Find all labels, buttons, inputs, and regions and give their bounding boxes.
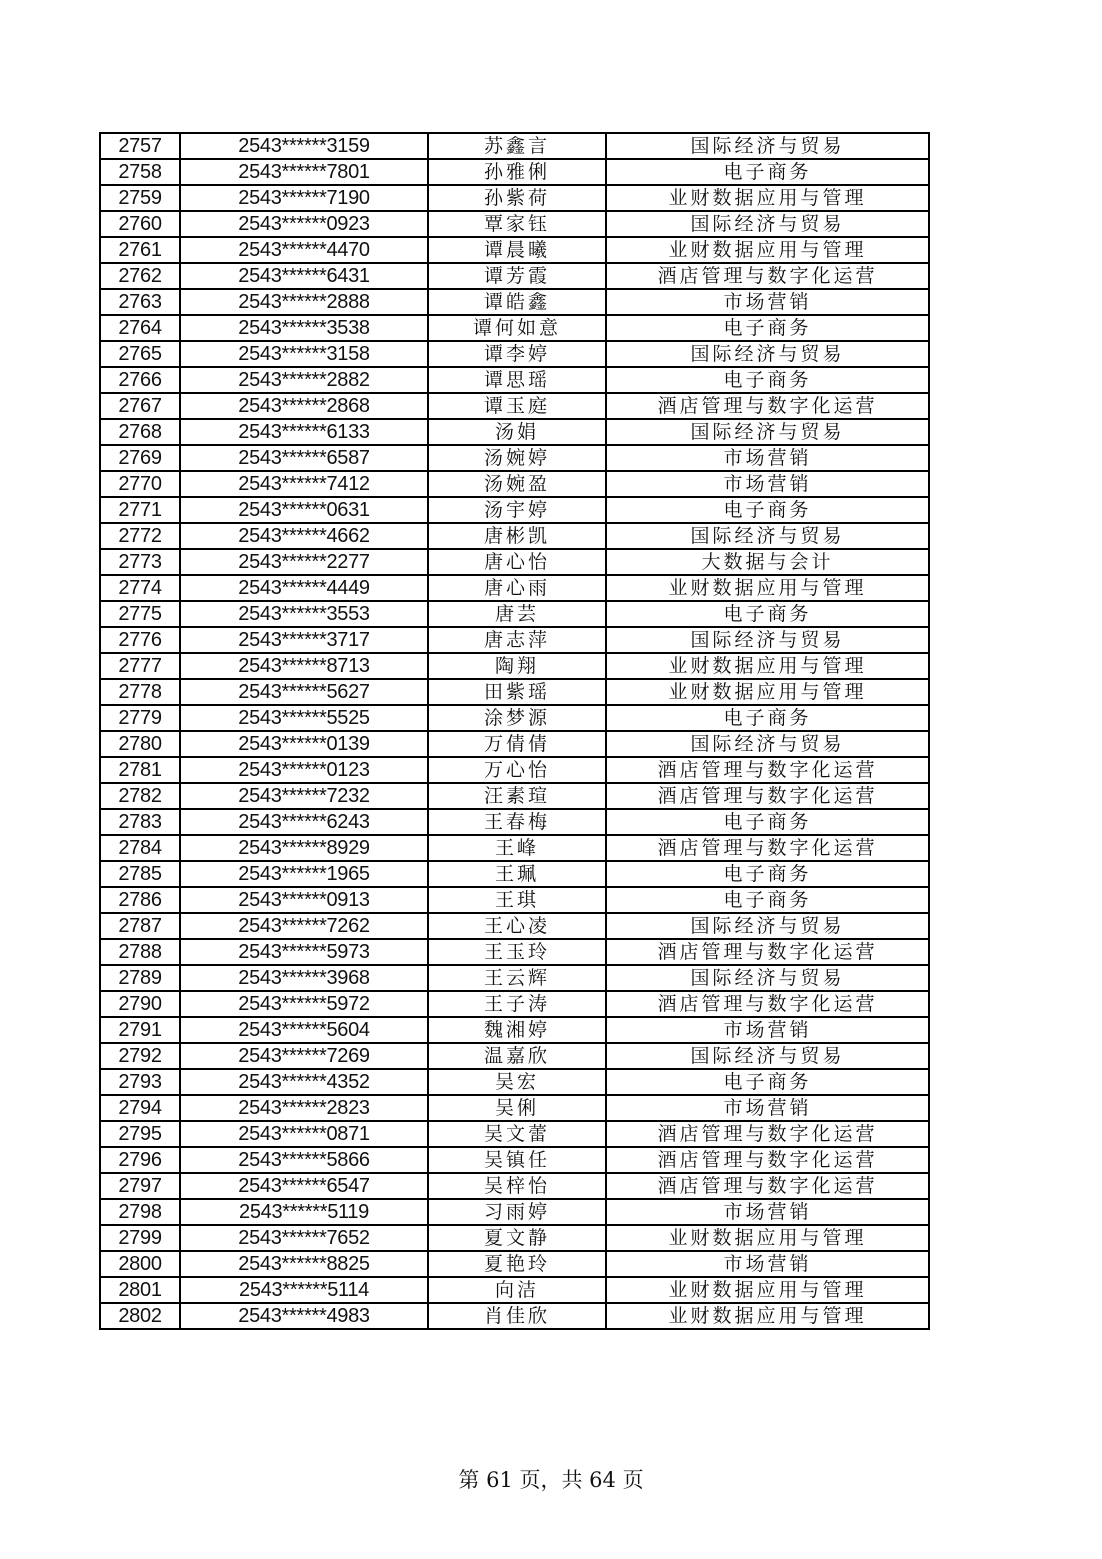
id-number-cell: 2543******7801 [180,159,428,185]
student-name-cell: 田紫瑶 [428,679,606,705]
id-number-cell: 2543******6133 [180,419,428,445]
table-row [100,679,929,705]
seq-number-cell: 2772 [100,523,180,549]
major-cell: 业财数据应用与管理 [606,1277,929,1303]
major-cell: 电子商务 [606,497,929,523]
major-cell: 电子商务 [606,601,929,627]
major-cell: 国际经济与贸易 [606,627,929,653]
table-row [100,445,929,471]
table-row [100,887,929,913]
table-row [100,159,929,185]
table-row [100,341,929,367]
seq-number-cell: 2786 [100,887,180,913]
id-number-cell: 2543******6431 [180,263,428,289]
seq-number-cell: 2800 [100,1251,180,1277]
table-row [100,835,929,861]
seq-number-cell: 2788 [100,939,180,965]
id-number-cell: 2543******4470 [180,237,428,263]
major-cell: 市场营销 [606,1017,929,1043]
major-cell: 电子商务 [606,1069,929,1095]
major-cell: 电子商务 [606,159,929,185]
table-row [100,497,929,523]
seq-number-cell: 2757 [100,133,180,159]
major-cell: 业财数据应用与管理 [606,653,929,679]
id-number-cell: 2543******2888 [180,289,428,315]
student-name-cell: 吴俐 [428,1095,606,1121]
table-row [100,1277,929,1303]
seq-number-cell: 2789 [100,965,180,991]
major-cell: 市场营销 [606,289,929,315]
major-cell: 业财数据应用与管理 [606,1303,929,1329]
student-name-cell: 谭芳霞 [428,263,606,289]
seq-number-cell: 2775 [100,601,180,627]
student-name-cell: 汤婉婷 [428,445,606,471]
student-name-cell: 覃家钰 [428,211,606,237]
student-name-cell: 陶翔 [428,653,606,679]
major-cell: 国际经济与贸易 [606,965,929,991]
student-name-cell: 唐心雨 [428,575,606,601]
major-cell: 酒店管理与数字化运营 [606,991,929,1017]
seq-number-cell: 2777 [100,653,180,679]
table-row [100,653,929,679]
id-number-cell: 2543******8825 [180,1251,428,1277]
major-cell: 酒店管理与数字化运营 [606,783,929,809]
seq-number-cell: 2765 [100,341,180,367]
table-row [100,705,929,731]
id-number-cell: 2543******3538 [180,315,428,341]
id-number-cell: 2543******5866 [180,1147,428,1173]
major-cell: 国际经济与贸易 [606,731,929,757]
seq-number-cell: 2782 [100,783,180,809]
major-cell: 市场营销 [606,1199,929,1225]
major-cell: 酒店管理与数字化运营 [606,1173,929,1199]
student-name-cell: 向洁 [428,1277,606,1303]
student-name-cell: 唐芸 [428,601,606,627]
major-cell: 市场营销 [606,1251,929,1277]
seq-number-cell: 2798 [100,1199,180,1225]
major-cell: 国际经济与贸易 [606,133,929,159]
id-number-cell: 2543******3553 [180,601,428,627]
major-cell: 酒店管理与数字化运营 [606,263,929,289]
id-number-cell: 2543******3968 [180,965,428,991]
id-number-cell: 2543******2882 [180,367,428,393]
seq-number-cell: 2764 [100,315,180,341]
table-row [100,289,929,315]
id-number-cell: 2543******1965 [180,861,428,887]
student-name-cell: 万心怡 [428,757,606,783]
major-cell: 酒店管理与数字化运营 [606,393,929,419]
id-number-cell: 2543******4662 [180,523,428,549]
seq-number-cell: 2785 [100,861,180,887]
table-row [100,1069,929,1095]
table-row [100,1199,929,1225]
table-row [100,861,929,887]
id-number-cell: 2543******3159 [180,133,428,159]
id-number-cell: 2543******0923 [180,211,428,237]
student-name-cell: 孙紫荷 [428,185,606,211]
id-number-cell: 2543******5119 [180,1199,428,1225]
table-row [100,1017,929,1043]
roster-table-body [100,133,929,1329]
student-name-cell: 涂梦源 [428,705,606,731]
seq-number-cell: 2802 [100,1303,180,1329]
major-cell: 国际经济与贸易 [606,341,929,367]
major-cell: 电子商务 [606,861,929,887]
seq-number-cell: 2758 [100,159,180,185]
seq-number-cell: 2784 [100,835,180,861]
id-number-cell: 2543******0123 [180,757,428,783]
id-number-cell: 2543******7412 [180,471,428,497]
student-roster-table [99,132,930,1330]
id-number-cell: 2543******2823 [180,1095,428,1121]
major-cell: 国际经济与贸易 [606,211,929,237]
seq-number-cell: 2780 [100,731,180,757]
table-row [100,1173,929,1199]
seq-number-cell: 2760 [100,211,180,237]
id-number-cell: 2543******0631 [180,497,428,523]
student-name-cell: 王心凌 [428,913,606,939]
seq-number-cell: 2771 [100,497,180,523]
student-name-cell: 谭玉庭 [428,393,606,419]
seq-number-cell: 2791 [100,1017,180,1043]
id-number-cell: 2543******0871 [180,1121,428,1147]
table-row [100,185,929,211]
major-cell: 酒店管理与数字化运营 [606,939,929,965]
student-name-cell: 王珮 [428,861,606,887]
student-name-cell: 魏湘婷 [428,1017,606,1043]
id-number-cell: 2543******5627 [180,679,428,705]
seq-number-cell: 2776 [100,627,180,653]
id-number-cell: 2543******5525 [180,705,428,731]
seq-number-cell: 2792 [100,1043,180,1069]
table-row [100,1095,929,1121]
table-row [100,731,929,757]
student-name-cell: 谭何如意 [428,315,606,341]
table-row [100,315,929,341]
id-number-cell: 2543******7269 [180,1043,428,1069]
table-row [100,419,929,445]
major-cell: 市场营销 [606,1095,929,1121]
id-number-cell: 2543******2277 [180,549,428,575]
table-row [100,211,929,237]
seq-number-cell: 2774 [100,575,180,601]
student-name-cell: 温嘉欣 [428,1043,606,1069]
student-name-cell: 谭晨曦 [428,237,606,263]
seq-number-cell: 2766 [100,367,180,393]
student-name-cell: 汤宇婷 [428,497,606,523]
id-number-cell: 2543******7232 [180,783,428,809]
seq-number-cell: 2781 [100,757,180,783]
student-name-cell: 唐心怡 [428,549,606,575]
seq-number-cell: 2769 [100,445,180,471]
page-number-footer: 第 61 页，共 64 页 [458,1468,644,1492]
seq-number-cell: 2787 [100,913,180,939]
table-row [100,809,929,835]
seq-number-cell: 2801 [100,1277,180,1303]
table-row [100,757,929,783]
seq-number-cell: 2779 [100,705,180,731]
student-name-cell: 孙雅俐 [428,159,606,185]
id-number-cell: 2543******4352 [180,1069,428,1095]
student-name-cell: 万倩倩 [428,731,606,757]
student-name-cell: 夏艳玲 [428,1251,606,1277]
id-number-cell: 2543******0139 [180,731,428,757]
table-row [100,965,929,991]
student-name-cell: 肖佳欣 [428,1303,606,1329]
id-number-cell: 2543******4983 [180,1303,428,1329]
table-row [100,1121,929,1147]
id-number-cell: 2543******6243 [180,809,428,835]
seq-number-cell: 2762 [100,263,180,289]
id-number-cell: 2543******6547 [180,1173,428,1199]
table-row [100,393,929,419]
id-number-cell: 2543******8929 [180,835,428,861]
student-name-cell: 吴梓怡 [428,1173,606,1199]
table-row [100,523,929,549]
table-row [100,1303,929,1329]
student-name-cell: 王春梅 [428,809,606,835]
table-row [100,1147,929,1173]
seq-number-cell: 2763 [100,289,180,315]
table-row [100,133,929,159]
student-name-cell: 谭李婷 [428,341,606,367]
seq-number-cell: 2793 [100,1069,180,1095]
id-number-cell: 2543******3717 [180,627,428,653]
seq-number-cell: 2790 [100,991,180,1017]
id-number-cell: 2543******7262 [180,913,428,939]
id-number-cell: 2543******8713 [180,653,428,679]
student-name-cell: 汤娟 [428,419,606,445]
student-name-cell: 王峰 [428,835,606,861]
id-number-cell: 2543******6587 [180,445,428,471]
id-number-cell: 2543******2868 [180,393,428,419]
student-name-cell: 吴镇任 [428,1147,606,1173]
id-number-cell: 2543******5604 [180,1017,428,1043]
student-name-cell: 吴宏 [428,1069,606,1095]
id-number-cell: 2543******5114 [180,1277,428,1303]
seq-number-cell: 2778 [100,679,180,705]
seq-number-cell: 2767 [100,393,180,419]
table-row [100,939,929,965]
student-name-cell: 唐志萍 [428,627,606,653]
table-row [100,1251,929,1277]
seq-number-cell: 2783 [100,809,180,835]
id-number-cell: 2543******4449 [180,575,428,601]
major-cell: 国际经济与贸易 [606,523,929,549]
major-cell: 国际经济与贸易 [606,1043,929,1069]
student-name-cell: 夏文静 [428,1225,606,1251]
seq-number-cell: 2773 [100,549,180,575]
major-cell: 业财数据应用与管理 [606,575,929,601]
seq-number-cell: 2796 [100,1147,180,1173]
table-row [100,783,929,809]
major-cell: 电子商务 [606,315,929,341]
student-name-cell: 王云辉 [428,965,606,991]
table-row [100,991,929,1017]
table-row [100,367,929,393]
major-cell: 酒店管理与数字化运营 [606,1147,929,1173]
table-row [100,627,929,653]
major-cell: 电子商务 [606,367,929,393]
table-row [100,1225,929,1251]
table-row [100,601,929,627]
seq-number-cell: 2797 [100,1173,180,1199]
student-name-cell: 汤婉盈 [428,471,606,497]
major-cell: 电子商务 [606,809,929,835]
major-cell: 大数据与会计 [606,549,929,575]
major-cell: 市场营销 [606,445,929,471]
student-name-cell: 习雨婷 [428,1199,606,1225]
id-number-cell: 2543******0913 [180,887,428,913]
major-cell: 酒店管理与数字化运营 [606,1121,929,1147]
table-row [100,575,929,601]
major-cell: 业财数据应用与管理 [606,185,929,211]
id-number-cell: 2543******3158 [180,341,428,367]
major-cell: 业财数据应用与管理 [606,679,929,705]
major-cell: 国际经济与贸易 [606,419,929,445]
student-name-cell: 谭皓鑫 [428,289,606,315]
seq-number-cell: 2761 [100,237,180,263]
seq-number-cell: 2799 [100,1225,180,1251]
id-number-cell: 2543******7652 [180,1225,428,1251]
table-row [100,913,929,939]
major-cell: 国际经济与贸易 [606,913,929,939]
table-row [100,263,929,289]
student-name-cell: 汪素瑄 [428,783,606,809]
table-row [100,549,929,575]
student-name-cell: 王子涛 [428,991,606,1017]
student-name-cell: 王琪 [428,887,606,913]
student-name-cell: 吴文蕾 [428,1121,606,1147]
table-row [100,1043,929,1069]
major-cell: 酒店管理与数字化运营 [606,757,929,783]
major-cell: 酒店管理与数字化运营 [606,835,929,861]
id-number-cell: 2543******5973 [180,939,428,965]
student-name-cell: 苏鑫言 [428,133,606,159]
student-name-cell: 谭思瑶 [428,367,606,393]
seq-number-cell: 2794 [100,1095,180,1121]
table-row [100,471,929,497]
seq-number-cell: 2770 [100,471,180,497]
student-name-cell: 王玉玲 [428,939,606,965]
seq-number-cell: 2759 [100,185,180,211]
major-cell: 业财数据应用与管理 [606,1225,929,1251]
major-cell: 电子商务 [606,887,929,913]
major-cell: 业财数据应用与管理 [606,237,929,263]
id-number-cell: 2543******7190 [180,185,428,211]
major-cell: 市场营销 [606,471,929,497]
id-number-cell: 2543******5972 [180,991,428,1017]
seq-number-cell: 2768 [100,419,180,445]
student-name-cell: 唐彬凯 [428,523,606,549]
major-cell: 电子商务 [606,705,929,731]
seq-number-cell: 2795 [100,1121,180,1147]
table-row [100,237,929,263]
